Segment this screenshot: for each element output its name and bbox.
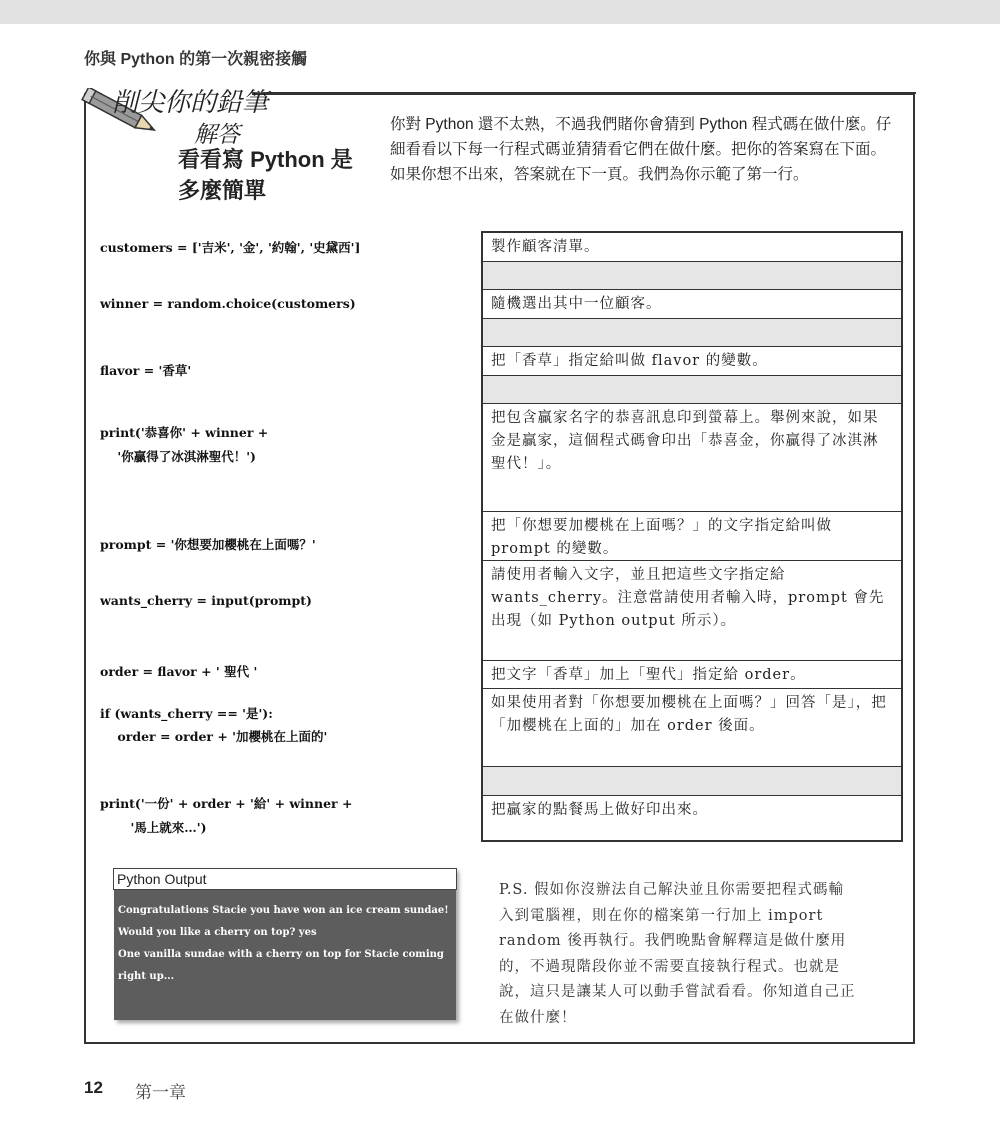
code-line-input: wants_cherry = input(prompt) <box>100 593 312 608</box>
answer-table <box>481 231 903 842</box>
output-line: Congratulations Stacie you have won an ice cream sundae! <box>118 905 449 916</box>
code-line-customers: customers = ['吉米', '金', '約翰', '史黛西'] <box>100 240 361 255</box>
top-margin-band <box>0 0 1000 24</box>
answer-cell: 把文字「香草」加上「聖代」指定給 order。 <box>483 661 901 689</box>
output-header: Python Output <box>113 868 457 890</box>
ps-note: P.S. 假如你沒辦法自己解決並且你需要把程式碼輸入到電腦裡，則在你的檔案第一行加上 import random 後再執行。我們晚點會解釋這是做什麼用的，不過現階段你並不需要直接執行程式。也就是說，這只是讓某人可以動手嘗試看看。你知道自己正在做什麼！ <box>499 882 856 1026</box>
code-line-print-congrats-cont: '你贏得了冰淇淋聖代！') <box>100 449 256 464</box>
intro-text: 你對 Python 還不太熟，不過我們賭你會猜到 Python 程式碼在做什麼。仔細看看以下每一行程式碼並猜猜看它們在做什麼。把你的答案寫在下面。如果你想不出來，答案就在下一頁。我們為你示範了第一行。 <box>390 116 892 183</box>
output-line: Would you like a cherry on top? yes <box>118 927 317 938</box>
answer-cell: 把「你想要加櫻桃在上面嗎？」的文字指定給叫做 prompt 的變數。 <box>483 512 901 561</box>
answer-cell-blank <box>483 319 901 347</box>
code-line-print-congrats: print('恭喜你' + winner + <box>100 425 269 440</box>
answer-cell: 把包含贏家名字的恭喜訊息印到螢幕上。舉例來說，如果金是贏家，這個程式碼會印出「恭喜金，你贏得了冰淇淋聖代！」。 <box>483 404 901 512</box>
answer-cell-blank <box>483 767 901 796</box>
exercise-title: 削尖你的鉛筆 <box>112 88 269 118</box>
code-line-winner: winner = random.choice(customers) <box>100 296 356 311</box>
answer-cell: 製作顧客清單。 <box>483 233 901 262</box>
answer-cell: 隨機選出其中一位顧客。 <box>483 290 901 319</box>
code-line-print-order-cont: '馬上就來…') <box>100 820 207 835</box>
python-output-panel <box>114 868 456 1020</box>
answer-cell: 把「香草」指定給叫做 flavor 的變數。 <box>483 347 901 376</box>
answer-cell: 把贏家的點餐馬上做好印出來。 <box>491 802 708 818</box>
answer-cell: 請使用者輸入文字，並且把這些文字指定給 wants_cherry。注意當請使用者輸入時，prompt 會先出現（如 Python output 所示）。 <box>483 561 901 661</box>
page-number: 12 <box>84 1078 103 1097</box>
code-line-prompt: prompt = '你想要加櫻桃在上面嗎？' <box>100 537 316 552</box>
frame-top-rule <box>266 92 916 94</box>
code-line-if: if (wants_cherry == '是'): <box>100 706 273 721</box>
code-line-print-order: print('一份' + order + '給' + winner + <box>100 796 353 811</box>
output-text <box>118 900 449 988</box>
subtitle-line-1: 看看寫 Python 是 <box>178 147 353 172</box>
answer-cell-blank <box>483 376 901 404</box>
answer-cell: 如果使用者對「你想要加櫻桃在上面嗎？」回答「是」，把「加櫻桃在上面的」加在 order 後面。 <box>483 689 901 767</box>
running-head: 你與 Python 的第一次親密接觸 <box>84 51 308 68</box>
code-line-order: order = flavor + ' 聖代 ' <box>100 664 258 679</box>
output-line: right up... <box>118 971 175 982</box>
code-line-order-append: order = order + '加櫻桃在上面的' <box>100 729 328 744</box>
answer-cell-blank <box>483 262 901 290</box>
answer-label: 解答 <box>194 122 240 148</box>
output-line: One vanilla sundae with a cherry on top for Stacie coming <box>118 949 444 960</box>
chapter-label: 第一章 <box>135 1083 186 1102</box>
subtitle-line-2: 多麼簡單 <box>178 178 267 203</box>
code-line-flavor: flavor = '香草' <box>100 363 192 378</box>
exercise-subtitle <box>178 144 353 206</box>
